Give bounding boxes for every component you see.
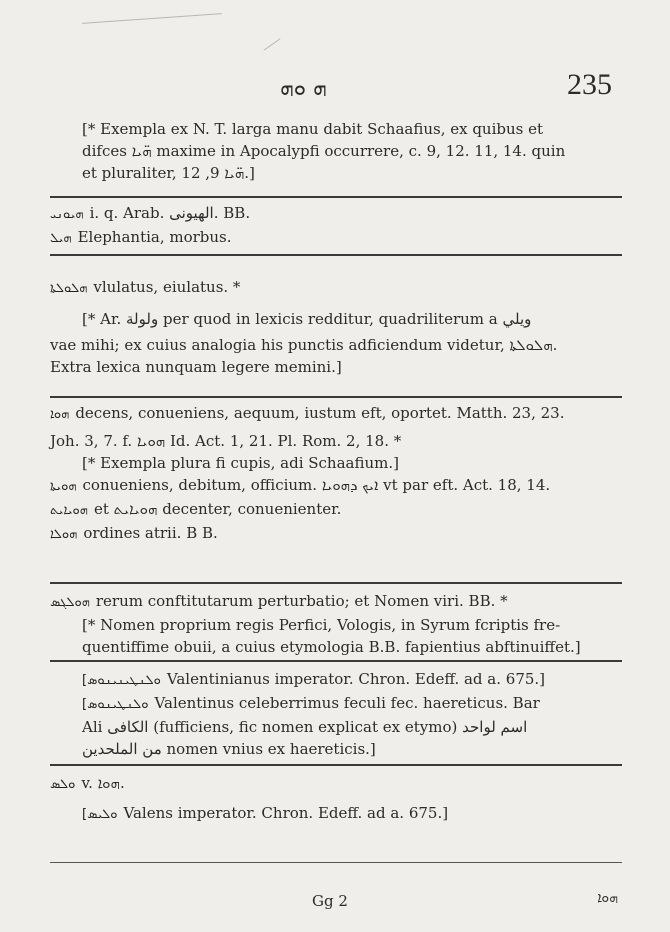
entry-block [50, 402, 565, 546]
page-number: 235 [567, 68, 612, 101]
paper-stain [264, 38, 281, 50]
entry-line [50, 522, 565, 546]
text-line: et pluraliter, ܗ̈ܝܐ 9, 12.] [82, 164, 255, 182]
entry-block [50, 202, 250, 250]
section-rule [50, 660, 622, 662]
entry-text: ordines atrii. B B. [83, 524, 218, 542]
entry-text: Valentinianus imperator. Chron. Edeff. ad a. 675.] [166, 670, 546, 688]
signature-mark: Gg 2 [312, 892, 348, 910]
section-rule [50, 254, 622, 256]
syriac-headword: ܗܘܠܐ [50, 527, 78, 542]
syriac-headword: ܗܘܝܬܐ [50, 479, 77, 494]
entry-line [50, 202, 250, 226]
entry-line [50, 772, 448, 796]
text-line: من الملحدين nomen vnius ex haereticis.] [82, 740, 376, 758]
entry-text: Elephantia, morbus. [77, 228, 232, 246]
entry-text: conueniens, debitum, officium. ܐܝܟ ܕܗܘܝܐ vt par eft. Act. 18, 14. [82, 476, 551, 494]
entry-block [50, 590, 581, 658]
syriac-headword: [ܘܠܢܛܝܢܝܢܘܣ [82, 673, 161, 688]
syriac-headword: ܗܘܝܐܝܬ [50, 503, 88, 518]
entry-line [82, 692, 545, 716]
section-rule [50, 396, 622, 398]
paper-stain [82, 13, 222, 24]
text-line: difces ܗ̈ܝܐ maxime in Apocalypfi occurrere, c. 9, 12. 11, 14. quin [82, 142, 566, 160]
text-line: [* Nomen proprium regis Perfici, Vologis, in Syrum fcriptis fre- [82, 616, 561, 634]
entry-text: v. ܗܘܐ. [81, 774, 125, 792]
text-line: [* Ar. ولولة per quod in lexicis redditur, quadriliterum a ويلي [82, 310, 532, 328]
text-line: quentiffime obuii, a cuius etymologia B.B. fapientius abftinuiffet.] [82, 638, 581, 656]
entry-line [50, 590, 581, 614]
section-rule [50, 764, 622, 766]
entry-line [82, 668, 545, 692]
entry-block [50, 276, 557, 378]
syriac-headword: ܗܘܠܓܣ [50, 595, 90, 610]
text-line: Extra lexica nunquam legere memini.] [50, 358, 342, 376]
footer-rule [50, 862, 622, 863]
entry-text: decens, conueniens, aequum, iustum eft, oportet. Matth. 23, 23. [75, 404, 565, 422]
entry-text: Valens imperator. Chron. Edeff. ad a. 675.] [123, 804, 449, 822]
entry-line [50, 276, 557, 300]
catchword: ܗܘܐ [597, 890, 618, 906]
entry-text: i. q. Arab. الهيونى. BB. [89, 204, 251, 222]
section-rule [50, 582, 622, 584]
running-head: ܗ‍ ܘܗ [280, 76, 327, 101]
syriac-headword: ܗܝܘܢܝ [50, 207, 84, 222]
syriac-headword: [ܘܠܝܣ [82, 807, 118, 822]
entry-line [50, 498, 565, 522]
text-line: Joh. 3, 7. f. ܗܘܝܐ Id. Act. 1, 21. Pl. Rom. 2, 18. * [50, 432, 402, 450]
syriac-headword: ܗܘܐ [50, 407, 70, 422]
entry-text: rerum conftitutarum perturbatio; et Nomen viri. BB. * [95, 592, 508, 610]
note-exempla [82, 118, 565, 184]
text-line: [* Exempla ex N. T. larga manu dabit Schaafius, ex quibus et [82, 120, 544, 138]
section-rule [50, 196, 622, 198]
text-line: vae mihi; ex cuius analogia his punctis adficiendum videtur, ܗܠܘܠܬܐ. [50, 336, 558, 354]
entry-line [50, 402, 565, 426]
text-line: Ali الكافى (fufficiens, fic nomen explicat ex etymo) اسم لواحد [82, 718, 528, 736]
syriac-headword: ܗܠܘܠܬܐ [50, 281, 88, 296]
syriac-headword: ܗܝܠ [50, 231, 72, 246]
syriac-headword: ܘܠܣ [50, 777, 76, 792]
syriac-headword: [ܘܠܢܛܝܢܘܣ [82, 697, 149, 712]
entry-block [50, 772, 448, 826]
entry-line [50, 226, 250, 250]
entry-block-indented [82, 668, 545, 760]
entry-text: et ܗܘܝܐܝܬ decenter, conuenienter. [93, 500, 342, 518]
entry-text: Valentinus celeberrimus feculi fec. haereticus. Bar [154, 694, 540, 712]
entry-line [50, 802, 448, 826]
text-line: [* Exempla plura fi cupis, adi Schaafium.] [82, 454, 399, 472]
entry-text: vlulatus, eiulatus. * [93, 278, 241, 296]
entry-line [50, 474, 565, 498]
